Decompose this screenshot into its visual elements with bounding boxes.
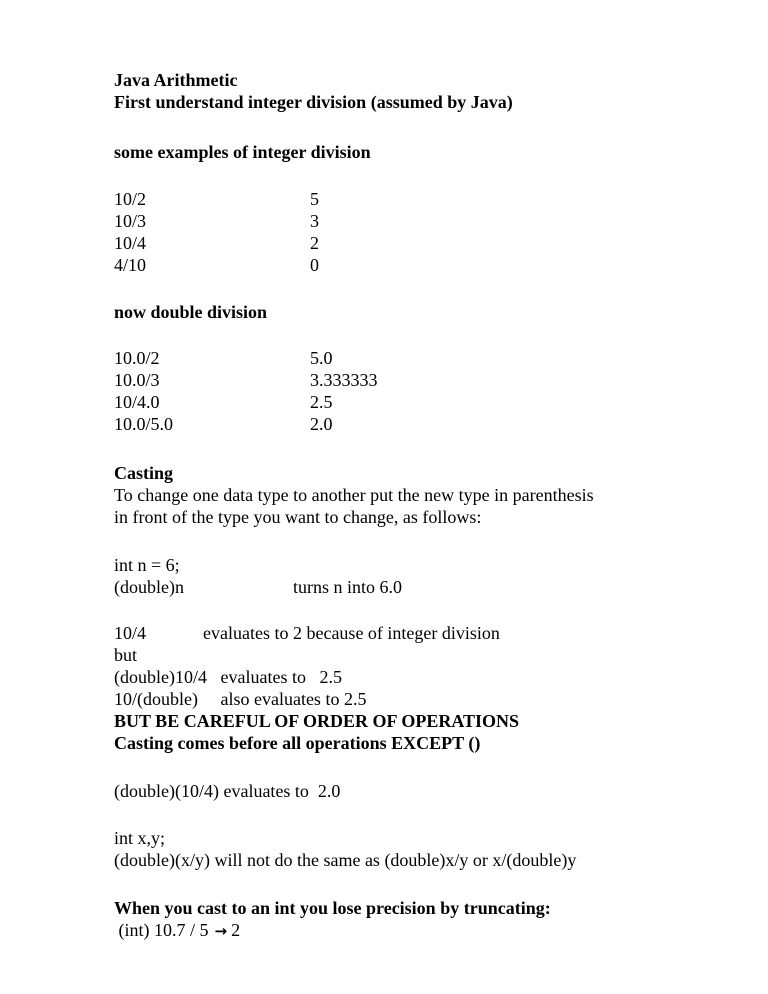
integer-division-heading: some examples of integer division xyxy=(114,142,371,162)
dbl-expr-4: 10.0/5.0 xyxy=(114,414,174,434)
code-cast-note: turns n into 6.0 xyxy=(293,577,403,597)
int-cast-result: 2 xyxy=(231,920,241,940)
dbl-expr-1: 10.0/2 xyxy=(114,348,160,368)
example-1-note: evaluates to 2 because of integer division xyxy=(203,623,500,643)
but-word: but xyxy=(114,645,138,665)
double-division-heading: now double division xyxy=(114,302,268,322)
warning-line-2: Casting comes before all operations EXCEPT () xyxy=(114,733,481,753)
dbl-result-3: 2.5 xyxy=(310,392,333,412)
warning-line-1: BUT BE CAREFUL OF ORDER OF OPERATIONS xyxy=(114,711,520,731)
int-result-3: 2 xyxy=(310,233,319,253)
dbl-result-2: 3.333333 xyxy=(310,370,378,390)
int-expr-1: 10/2 xyxy=(114,189,147,209)
example-3: 10/(double) also evaluates to 2.5 xyxy=(114,689,367,709)
doc-subtitle: First understand integer division (assumed by Java) xyxy=(114,92,513,112)
int-cast-example xyxy=(114,919,240,942)
example-1-expr: 10/4 xyxy=(114,623,147,643)
int-expr-2: 10/3 xyxy=(114,211,147,231)
example-2: (double)10/4 evaluates to 2.5 xyxy=(114,667,342,687)
dbl-result-4: 2.0 xyxy=(310,414,333,434)
code-xy-declaration: int x,y; xyxy=(114,828,166,848)
doc-title: Java Arithmetic xyxy=(114,70,238,90)
int-result-2: 3 xyxy=(310,211,319,231)
int-expr-4: 4/10 xyxy=(114,255,147,275)
int-result-1: 5 xyxy=(310,189,319,209)
right-arrow-icon: → xyxy=(214,922,228,940)
casting-intro-line-1: To change one data type to another put the new type in parenthesis xyxy=(114,485,594,505)
code-cast: (double)n xyxy=(114,577,184,597)
dbl-expr-2: 10.0/3 xyxy=(114,370,160,390)
dbl-expr-3: 10/4.0 xyxy=(114,392,160,412)
casting-intro-line-2: in front of the type you want to change, as follows: xyxy=(114,507,482,527)
int-expr-3: 10/4 xyxy=(114,233,147,253)
int-cast-heading: When you cast to an int you lose precision by truncating: xyxy=(114,898,551,918)
code-declaration: int n = 6; xyxy=(114,555,180,575)
example-4: (double)(10/4) evaluates to 2.0 xyxy=(114,781,341,801)
casting-heading: Casting xyxy=(114,463,174,483)
dbl-result-1: 5.0 xyxy=(310,348,333,368)
example-5: (double)(x/y) will not do the same as (double)x/y or x/(double)y xyxy=(114,850,577,870)
int-result-4: 0 xyxy=(310,255,319,275)
int-cast-expr: (int) 10.7 / 5 xyxy=(114,920,209,940)
